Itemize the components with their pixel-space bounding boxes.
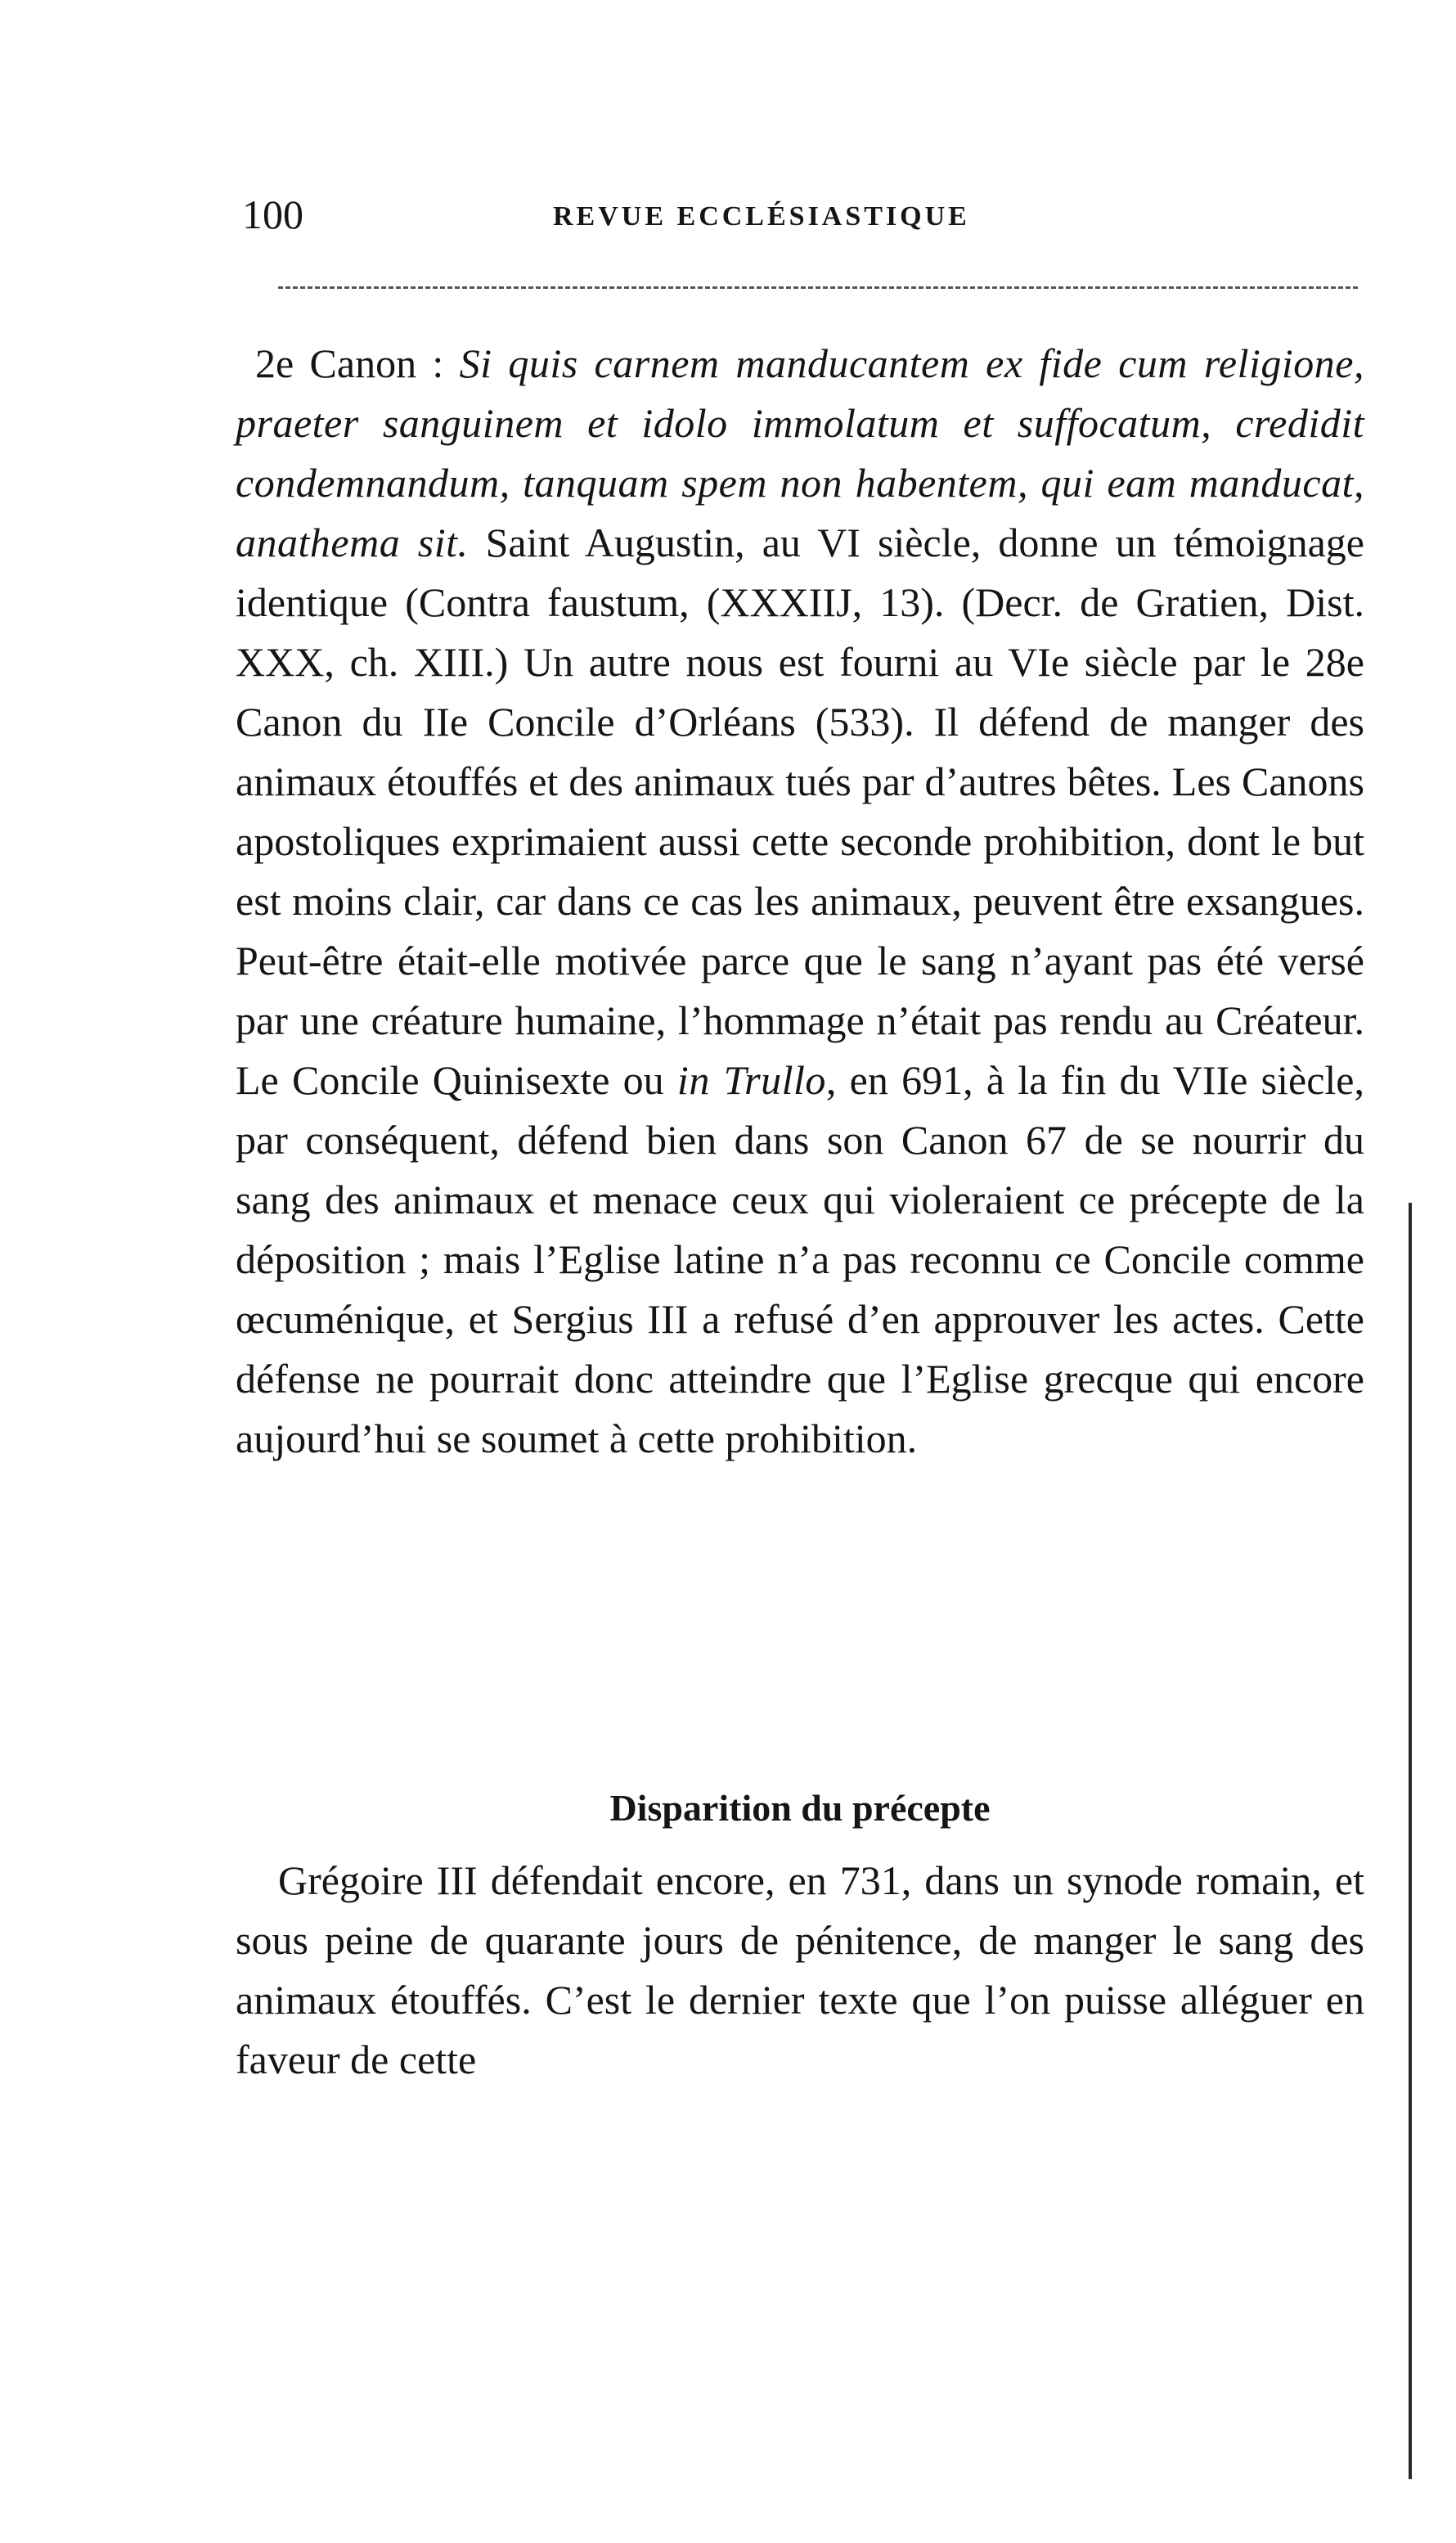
paragraph-gregoire: Grégoire III défendait encore, en 731, dans un synode romain, et sous peine de quarante jours de pénitence, de manger le sang des animaux étouffés. C’est le dernier texte que l’on puisse alléguer en faveur de cette bbox=[236, 1857, 1364, 2082]
canon-label: 2e Canon : bbox=[255, 340, 460, 386]
italic-term: in Trullo bbox=[676, 1057, 826, 1103]
paragraph-canon bbox=[236, 334, 1364, 1469]
page-header bbox=[242, 190, 1363, 239]
main-text bbox=[236, 334, 1364, 1469]
section-text bbox=[236, 1851, 1364, 2090]
page-number: 100 bbox=[242, 191, 303, 237]
paragraph-text-continued: , en 691, à la fin du VIIe siècle, par conséquent, défend bien dans son Canon 67 de se nourrir du sang des animaux et menace ceux qui violeraient ce précepte de la déposition ; mais l’Eglise latine n’a pas reconnu ce Concile comme œcuménique, et Sergius III a refusé d’en approuver les actes. Cette défense ne pourrait donc atteindre que l’Eglise grecque qui encore aujourd’hui se soumet à cette prohibition. bbox=[236, 1057, 1364, 1461]
header-rule bbox=[278, 286, 1358, 289]
paragraph-text: Saint Augustin, au VI siècle, donne un témoignage identique (Contra faustum, (XXXIIJ, 13). (Decr. de Gratien, Dist. XXX, ch. XIII.) Un autre nous est fourni au VIe siècle par le 28e Canon du IIe Concile d’Orléans (533). Il défend de manger des animaux étouffés et des animaux tués par d’autres bêtes. Les Canons apostoliques exprimaient aussi cette seconde prohibition, dont le but est moins clair, car dans ce cas les animaux, peuvent être exsangues. Peut-être était-elle motivée parce que le sang n’ayant pas été versé par une créature humaine, l’hommage n’était pas rendu au Créateur. Le Concile Quinisexte ou bbox=[236, 520, 1364, 1103]
margin-line bbox=[1409, 1203, 1412, 2479]
section-heading: Disparition du précepte bbox=[609, 1787, 991, 1829]
latin-quote: Si quis carnem manducantem ex fide cum religione, praeter sanguinem et idolo immolatum et suffocatum, credidit condemnandum, tanquam spem non habentem, qui eam manducat, anathema sit. bbox=[236, 340, 1364, 565]
running-title: REVUE ECCLÉSIASTIQUE bbox=[553, 201, 970, 232]
